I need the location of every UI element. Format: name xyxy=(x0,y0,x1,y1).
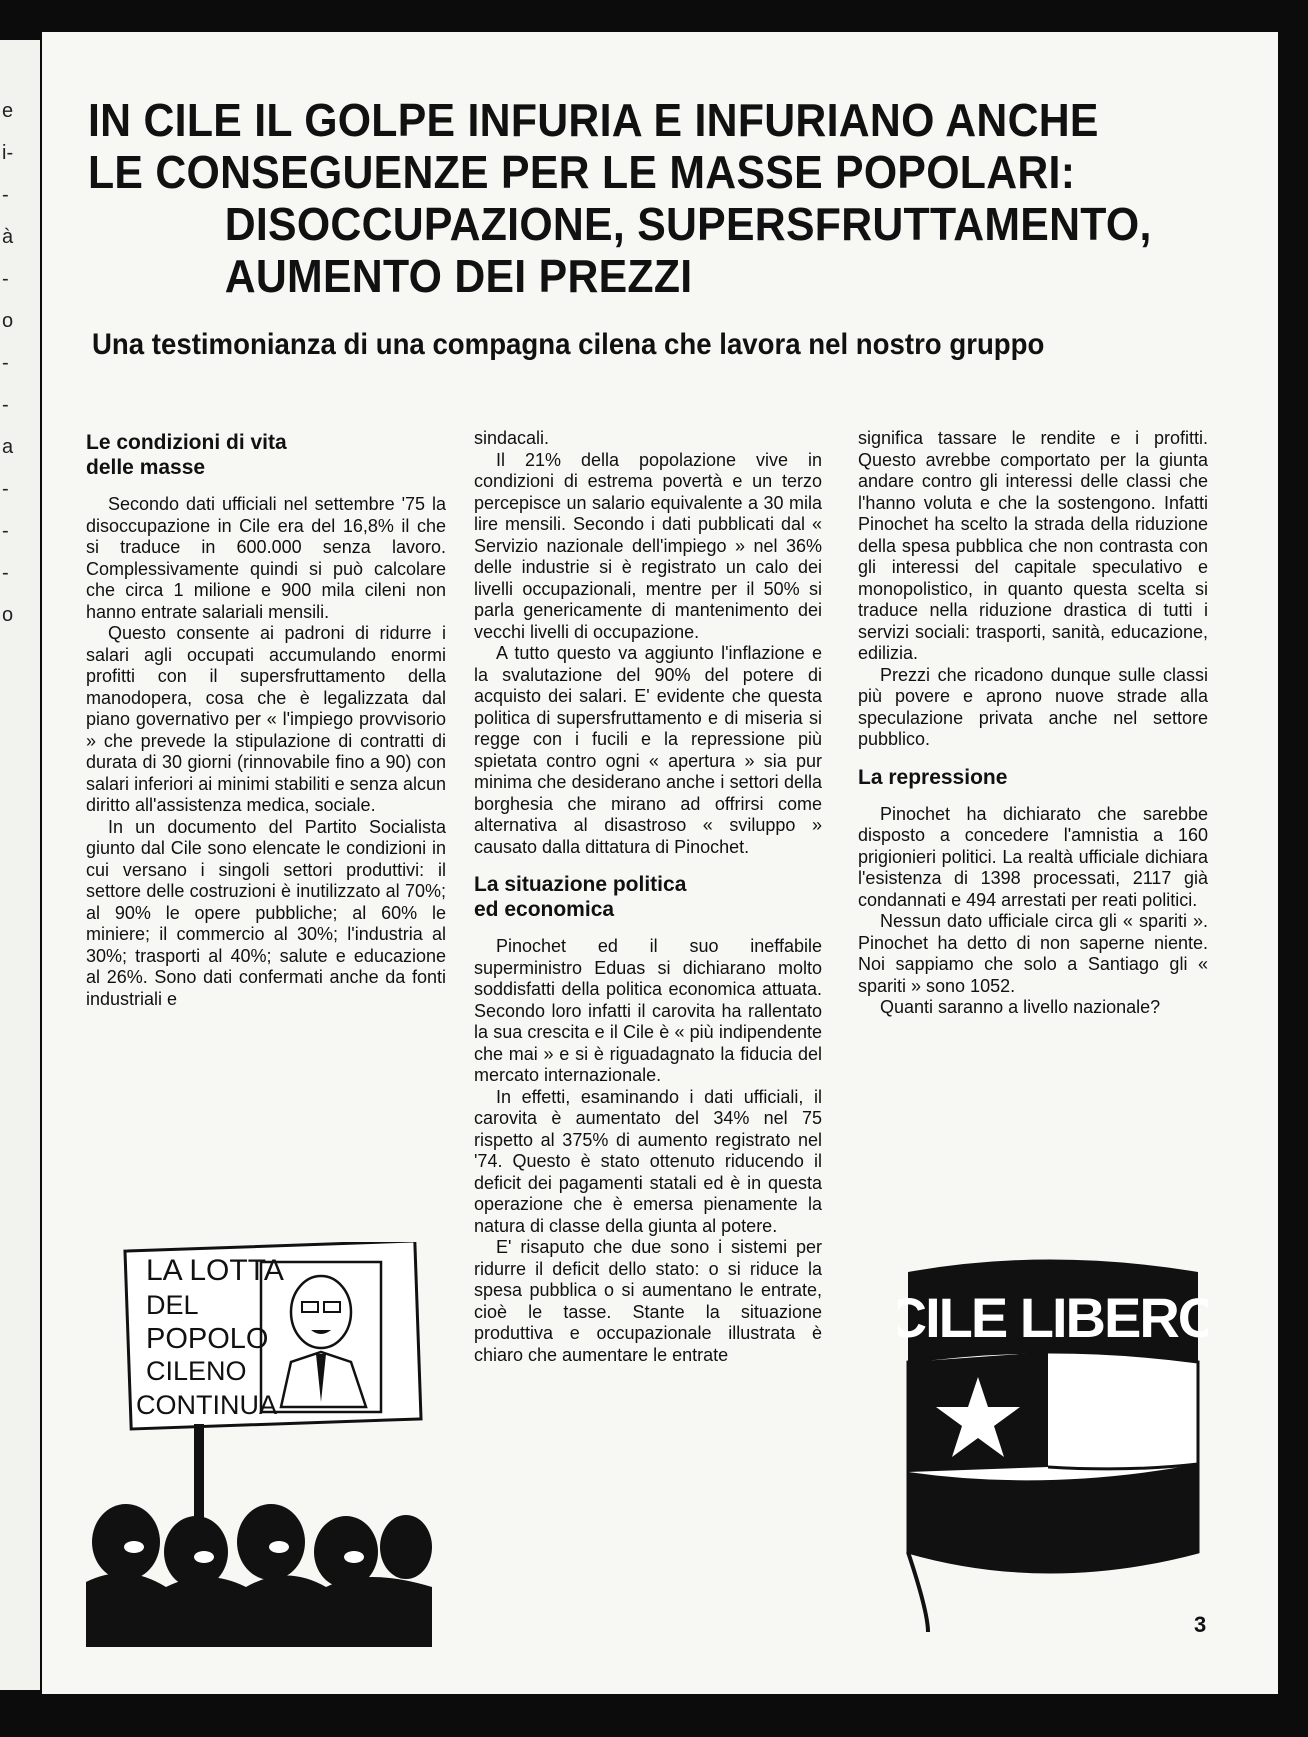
subtitle: Una testimonianza di una compagna cilena che lavora nel nostro gruppo xyxy=(92,328,1045,361)
paragraph-continuation: significa tassare le rendite e i profitti. Questo avrebbe comportato per la giunta andare contro gli interessi delle classi che l'hanno voluta e che la sostengono. Infatti Pinochet ha scelto la strada della riduzione della spesa pubblica che non contrasta con gli interessi del capitale speculativo e monopolistico, in quanto questa scelta si traduce nella riduzione drastica di tutti i servizi sociali: trasporti, sanità, educazione, edilizia. xyxy=(858,428,1208,663)
prev-page-fragment: o xyxy=(2,310,14,332)
poster-line-4: CILENO xyxy=(146,1356,247,1386)
flag-banner-text: CILE LIBERO xyxy=(898,1286,1208,1349)
protest-poster-illustration xyxy=(86,1242,432,1647)
article-column-2 xyxy=(474,428,822,1366)
prev-page-fragment: - xyxy=(2,478,9,500)
prev-page-fragment: a xyxy=(2,436,14,458)
paragraph: Prezzi che ricadono dunque sulle classi più povere e aprono nuove strade alla speculazione privata anche nel settore pubblico. xyxy=(858,664,1208,749)
paragraph-continuation: sindacali. xyxy=(474,428,550,448)
poster-line-5: CONTINUA xyxy=(136,1390,277,1420)
headline-line-4: AUMENTO DEI PREZZI xyxy=(224,250,693,302)
page-number: 3 xyxy=(1194,1612,1207,1637)
prev-page-fragment: - xyxy=(2,352,9,374)
paragraph: Nessun dato ufficiale circa gli « spariti ». Pinochet ha detto di non saperne niente. Noi sappiamo che solo a Santiago gli « spariti » sono 1052. xyxy=(858,911,1208,996)
prev-page-fragment: à xyxy=(2,226,14,248)
poster-line-1: LA LOTTA xyxy=(146,1254,284,1287)
paragraph: Pinochet ed il suo ineffabile superministro Eduas si dichiarano molto soddisfatti della politica economica attuata. Secondo loro infatti il carovita ha rallentato la sua crescita e il Cile è « più indipendente che mai » e si è riguadagnato la fiducia del mercato internazionale. xyxy=(474,936,822,1085)
cile-libero-flag-illustration xyxy=(898,1252,1208,1632)
paragraph: E' risaputo che due sono i sistemi per ridurre il deficit dello stato: o si riduce la spesa pubblica o si aumentano le entrate, cioè le tasse. Stante la situazione produttiva e occupazionale illustrata è chiaro che aumentare le entrate xyxy=(474,1237,822,1365)
prev-page-fragment: e xyxy=(2,100,14,122)
prev-page-fragment: - xyxy=(2,562,9,584)
headline-line-1: IN CILE IL GOLPE INFURIA E INFURIANO ANCHE xyxy=(88,94,1099,146)
paragraph: Il 21% della popolazione vive in condizioni di estrema povertà e un terzo percepisce un salario equivalente a 30 mila lire mensili. Secondo i dati pubblicati dal « Servizio nazionale dell'impiego » nel 36% delle industrie si è registrato un calo dei livelli occupazionali, mentre per il 50% si parla genericamente di mantenimento dei vecchi livelli di occupazione. xyxy=(474,449,822,642)
paragraph: Quanti saranno a livello nazionale? xyxy=(880,997,1161,1017)
paragraph: In un documento del Partito Socialista giunto dal Cile sono elencate le condizioni in cui versano i singoli settori produttivi: il settore delle costruzioni è inutilizzato al 70%; al 90% le opere pubbliche; al 60% le miniere; il commercio al 30%; l'industria al 30%; trasporti al 40%; salute e educazione al 26%. Sono dati confermati anche da fonti industriali e xyxy=(86,816,446,1009)
previous-page-edge xyxy=(0,40,40,1690)
section-heading-repression: La repressione xyxy=(858,765,1008,789)
headline xyxy=(88,94,1167,302)
prev-page-fragment: - xyxy=(2,394,9,416)
paragraph: Secondo dati ufficiali nel settembre '75 la disoccupazione in Cile era del 16,8% il che si traduce in 600.000 senza lavoro. Complessivamente quindi si può calcolare che circa 1 milione e 900 mila cileni non hanno entrate salariali mensili. xyxy=(86,494,446,622)
prev-page-fragment: o xyxy=(2,604,14,626)
section-heading-living-conditions: Le condizioni di vita delle masse xyxy=(86,431,287,479)
protest-poster-drawing xyxy=(86,1242,432,1647)
article-column-1 xyxy=(86,424,446,1010)
paragraph: Pinochet ha dichiarato che sarebbe disposto a concedere l'amnistia a 160 prigionieri politici. La realtà ufficiale dichiara l'esistenza di 1398 processati, 2117 già condannati e 494 arrestati per reati politici. xyxy=(858,803,1208,910)
flag-drawing xyxy=(898,1252,1208,1632)
prev-page-fragment: - xyxy=(2,184,9,206)
headline-line-3: DISOCCUPAZIONE, SUPERSFRUTTAMENTO, xyxy=(224,198,1152,250)
poster-line-2: DEL xyxy=(146,1290,199,1320)
prev-page-fragment: - xyxy=(2,520,9,542)
paragraph: A tutto questo va aggiunto l'inflazione e la svalutazione del 90% del potere di acquisto dei salari. E' evidente che questa politica di supersfruttamento e di miseria si regge con i fucili e la repressione più spietata contro ogni « apertura » sia pur minima che desiderano anche i settori della borghesia che mirano ad offrirsi come alternativa al disastroso « sviluppo » causato dalla dittatura di Pinochet. xyxy=(474,643,822,857)
paragraph: Questo consente ai padroni di ridurre i salari agli occupati accumulando enormi profitti con il supersfruttamento della manodopera, cosa che è legalizzata dal piano governativo per « l'impiego provvisorio » che prevede la stipulazione di contratti di durata di 30 giorni (rinnovabile fino a 90) con salari inferiori ai minimi stabiliti e senza alcun diritto all'assistenza medica, sociale. xyxy=(86,623,446,815)
prev-page-fragment: - xyxy=(2,268,9,290)
headline-line-2: LE CONSEGUENZE PER LE MASSE POPOLARI: xyxy=(88,146,1076,198)
article-column-3 xyxy=(858,428,1208,1019)
paragraph: In effetti, esaminando i dati ufficiali, il carovita è aumentato del 34% nel 75 rispetto al 375% di aumento registrato nel '74. Questo è stato ottenuto riducendo il deficit dei pagamenti statali ed è in questa operazione che è emersa pienamente la natura di classe della giunta al potere. xyxy=(474,1086,822,1236)
prev-page-fragment: i- xyxy=(2,142,14,164)
poster-line-3: POPOLO xyxy=(146,1323,269,1355)
magazine-page xyxy=(42,32,1278,1694)
section-heading-political-situation: La situazione politica ed economica xyxy=(474,873,687,921)
